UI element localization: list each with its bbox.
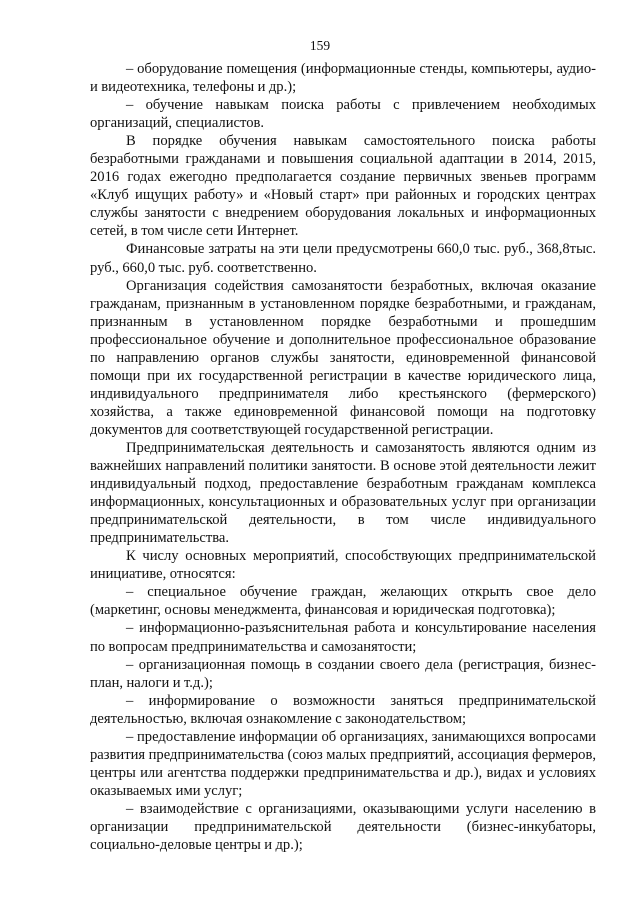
list-item: – предоставление информации об организациях, занимающихся вопросами развития предпринимательства (союз малых предприятий, ассоциация фермеров, центры или агентства поддержки предпринимательства и др.), видах и условиях оказываемых ими услуг; — [90, 728, 596, 799]
page-number: 159 — [309, 38, 331, 53]
list-item: – специальное обучение граждан, желающих открыть свое дело (маркетинг, основы менеджмента, финансовая и юридическая подготовка); — [90, 584, 596, 619]
paragraph: К числу основных мероприятий, способствующих предпринимательской инициативе, относятся: — [90, 548, 596, 583]
list-item: – информирование о возможности заняться предпринимательской деятельностью, включая ознакомление с законодательством; — [90, 692, 596, 727]
paragraph: В порядке обучения навыкам самостоятельного поиска работы безработными гражданами и повышения социальной адаптации в 2014, 2015, 2016 годах ежегодно предполагается создание первичных звеньев программ «Клуб ищущих работу» и «Новый старт» при районных и городских центрах службы занятости с внедрением оборудования локальных и информационных сетей, в том числе сети Интернет. — [90, 133, 596, 240]
paragraph: – обучение навыкам поиска работы с привлечением необходимых организаций, специалистов. — [90, 97, 596, 132]
document-body — [90, 60, 596, 854]
list-item: – организационная помощь в создании своего дела (регистрация, бизнес-план, налоги и т.д.); — [90, 656, 596, 691]
paragraph: Предпринимательская деятельность и самозанятость являются одним из важнейших направлений политики занятости. В основе этой деятельности лежит индивидуальный подход, предоставление безработным гражданам комплекса информационных, консультационных и образовательных услуг при организации предпринимательской деятельности, в том числе индивидуального предпринимательства. — [90, 439, 596, 547]
list-item: – взаимодействие с организациями, оказывающими услуги населению в организации предпринимательской деятельности (бизнес-инкубаторы, социально-деловые центры и др.); — [90, 800, 596, 854]
paragraph: – оборудование помещения (информационные стенды, компьютеры, аудио- и видеотехника, телефоны и др.); — [90, 61, 596, 96]
paragraph: Финансовые затраты на эти цели предусмотрены 660,0 тыс. руб., 368,8тыс. руб., 660,0 тыс. руб. соответственно. — [90, 241, 596, 276]
paragraph: Организация содействия самозанятости безработных, включая оказание гражданам, признанным в установленном порядке безработными, и гражданам, признанным в установленном порядке безработными и прошедшим профессиональное обучение и дополнительное профессиональное образование по направлению органов службы занятости, единовременной финансовой помощи при их государственной регистрации в качестве юридического лица, индивидуального предпринимателя либо крестьянского (фермерского) хозяйства, а также единовременной финансовой помощи на подготовку документов для соответствующей государственной регистрации. — [90, 277, 596, 438]
list-item: – информационно-разъяснительная работа и консультирование населения по вопросам предпринимательства и самозанятости; — [90, 620, 596, 655]
